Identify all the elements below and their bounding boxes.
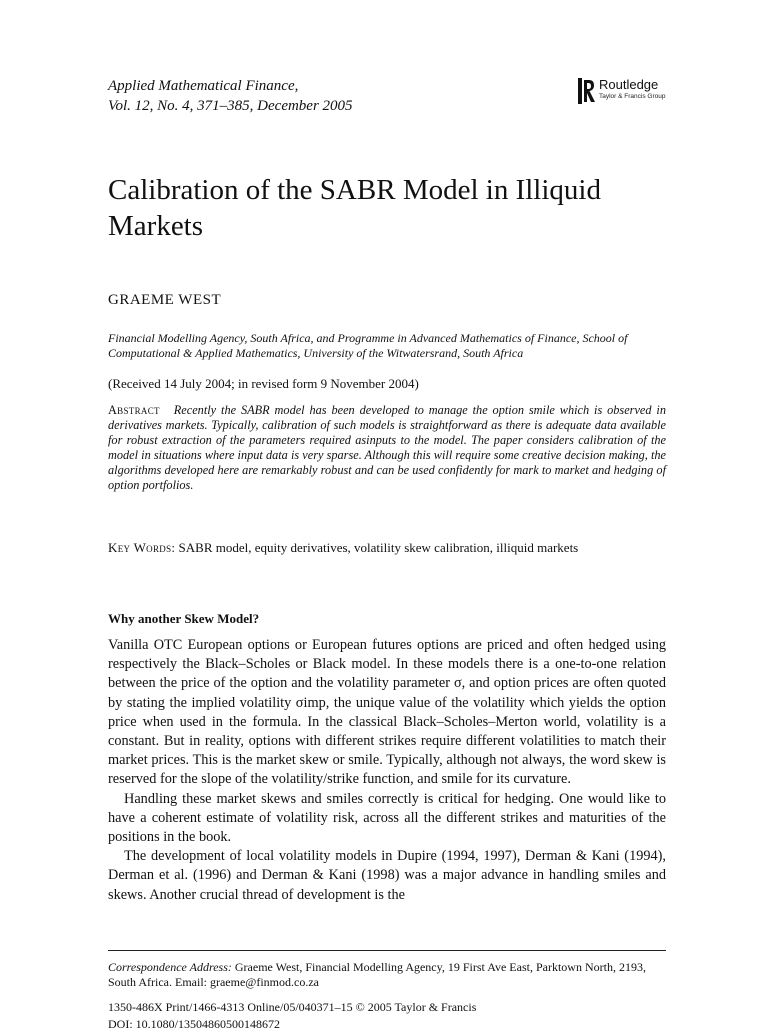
paper-title: Calibration of the SABR Model in Illiquid Markets (108, 174, 601, 242)
paragraph: The development of local volatility models in Dupire (1994, 1997), Derman & Kani (1994), Derman et al. (1996) and Derman & Kani (1998) was a major advance in handling smiles and skews. Another crucial thread of development is the (108, 848, 666, 903)
abstract-label: Abstract (108, 403, 160, 417)
journal-volume: Vol. 12, No. 4, 371–385, December 2005 (108, 98, 353, 114)
correspondence-address (108, 960, 666, 990)
paragraph: Vanilla OTC European options or European futures options are priced and often hedged using respectively the Black–Scholes or Black model. In these models there is a one-to-one relation between the price of the option and the volatility parameter σ, and option prices are often quoted by stating the implied volatility σimp, the unique value of the volatility which yields the option price when used in the formula. In the classical Black–Scholes–Merton world, volatility is a constant. But in reality, options with different strikes require different volatilities to match their market prices. This is the market skew or smile. Typically, although not always, the word skew is reserved for the slope of the volatility/strike function, and smile for its curvature. (108, 637, 666, 788)
publisher-name: Routledge (599, 77, 659, 92)
keywords-label: Key Words: (108, 540, 176, 555)
publisher-logo (578, 78, 665, 104)
journal-citation (108, 76, 353, 116)
doi-line: DOI: 10.1080/13504860500148672 (108, 1017, 280, 1031)
received-dates: (Received 14 July 2004; in revised form 9 November 2004) (108, 376, 419, 391)
correspondence-text: Graeme West, Financial Modelling Agency, 19 First Ave East, Parktown North, 2193, South Africa. Email: graeme@finmod.co.za (108, 960, 646, 989)
section-heading: Why another Skew Model? (108, 611, 260, 626)
keywords (108, 540, 578, 556)
issn-line: 1350-486X Print/1466-4313 Online/05/040371–15 © 2005 Taylor & Francis (108, 1000, 477, 1014)
publisher-group: Taylor & Francis Group (599, 93, 666, 100)
journal-name: Applied Mathematical Finance, (108, 78, 299, 94)
author-name: GRAEME WEST (108, 292, 222, 308)
author-affiliation: Financial Modelling Agency, South Africa, and Programme in Advanced Mathematics of Finance, School of Computational & Applied Mathematics, University of the Witwatersrand, South Africa (108, 331, 628, 360)
keywords-text: SABR model, equity derivatives, volatility skew calibration, illiquid markets (178, 540, 579, 555)
body-text (108, 636, 666, 905)
abstract-text: Recently the SABR model has been developed to manage the option smile which is observed in derivatives markets. Typically, calibration of such models is straightforward as there is adequate data available for robust extraction of the parameters required asinputs to the model. The paper considers calibration of the model in situations where input data is very sparse. Although this will require some creative decision making, the algorithms developed here are remarkably robust and can be used confidently for mark to market and hedging of option portfolios. (108, 403, 666, 492)
paragraph: Handling these market skews and smiles correctly is critical for hedging. One would like to have a coherent estimate of volatility risk, across all the different strikes and maturities of the positions in the book. (108, 790, 666, 846)
routledge-r-icon (578, 78, 596, 104)
footnote-rule (108, 950, 666, 951)
abstract (108, 403, 666, 493)
correspondence-label: Correspondence Address: (108, 960, 232, 974)
